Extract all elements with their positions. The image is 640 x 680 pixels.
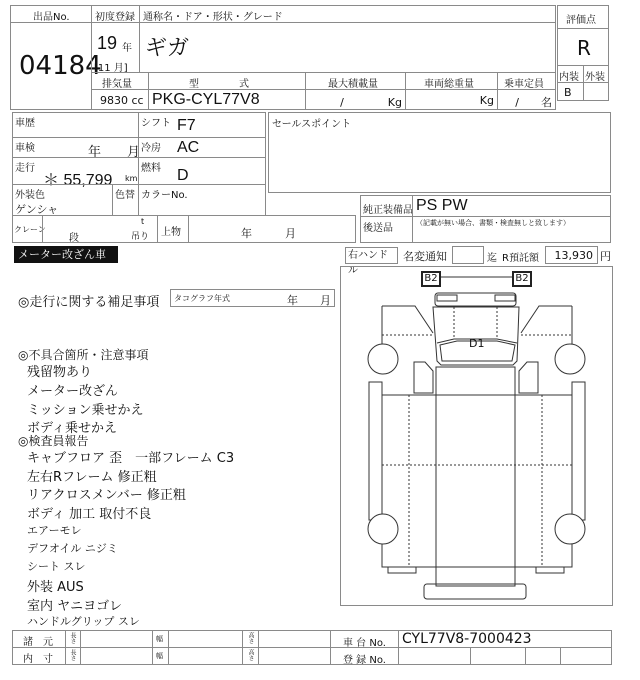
model-name: ギガ xyxy=(145,36,190,61)
length-label-cell xyxy=(65,630,81,648)
tacho-value: 年 月 xyxy=(287,294,331,307)
body-label: 上物 xyxy=(161,227,181,238)
first-reg-label: 初度登録 xyxy=(95,12,135,23)
inspection-cell xyxy=(12,137,139,158)
inner-length-label-cell xyxy=(65,647,81,665)
capacity-label: 乗車定員 xyxy=(504,79,544,90)
later-items-cell xyxy=(412,216,611,243)
displacement-label: 排気量 xyxy=(102,79,132,90)
width-label-cell xyxy=(152,630,169,648)
inspection-value: 年 月 xyxy=(88,145,141,160)
inspector-item: リアクロスメンバー 修正粗 xyxy=(27,488,186,503)
later-items-label: 後送品 xyxy=(363,223,393,234)
color-no-cell xyxy=(138,184,266,216)
gross-weight-cell xyxy=(405,89,498,110)
ac-label: 冷房 xyxy=(141,143,161,154)
inner-label: 内 寸 xyxy=(23,654,53,665)
reg-no-cell xyxy=(560,647,612,665)
color-cell xyxy=(12,184,113,216)
grade-header xyxy=(557,5,609,29)
inspector-heading: ◎検査員報告 xyxy=(18,434,89,448)
width-label: 幅 xyxy=(156,635,163,643)
inspector-item: デフオイル ニジミ xyxy=(27,542,118,555)
exterior-header xyxy=(583,65,609,83)
tacho-label: タコグラフ年式 xyxy=(174,294,230,303)
defect-item: メーター改ざん xyxy=(27,384,119,399)
exterior-grade-cell xyxy=(583,82,609,101)
damage-mark-b2-left: B2 xyxy=(421,271,441,287)
grade-label: 評価点 xyxy=(566,15,596,26)
truck-outline-icon xyxy=(341,267,613,606)
inspector-item: ボディ 加工 取付不良 xyxy=(27,507,152,522)
height-value xyxy=(258,630,331,648)
inspector-item: 左右Rフレーム 修正粗 xyxy=(27,470,157,485)
crane-lift: 吊り xyxy=(131,232,150,242)
mileage: ＊ 55,799 xyxy=(43,172,113,189)
later-items-label-cell xyxy=(360,216,413,243)
grade-box xyxy=(557,28,609,66)
displacement: 9830 cc xyxy=(100,94,144,107)
fuel-label: 燃料 xyxy=(141,163,161,174)
equipment: PS PW xyxy=(416,197,468,214)
model-code-cell xyxy=(148,89,306,110)
displacement-cell xyxy=(91,89,149,110)
rhd-badge: 右ハンドル xyxy=(345,247,398,264)
recycle-label: R預託額 xyxy=(502,253,539,264)
color-no-label: カラーNo. xyxy=(141,190,188,201)
color: ゲンシャ xyxy=(15,203,59,216)
name-label: 通称名・ドア・形状・グレード xyxy=(143,12,283,23)
inner-height-label: 高さ xyxy=(247,649,254,661)
history-cell xyxy=(12,112,139,138)
crane-ton: t xyxy=(141,217,145,226)
displacement-header xyxy=(91,72,149,90)
max-load-header xyxy=(305,72,406,90)
interior-label: 内装 xyxy=(559,72,579,83)
first-reg-month: [11 月] xyxy=(94,63,128,74)
width-value xyxy=(168,630,243,648)
defect-item: ミッション乗せかえ xyxy=(27,403,144,418)
recycle-amount-box xyxy=(545,246,598,264)
defect-item: 残留物あり xyxy=(27,365,93,380)
chassis-no-cell xyxy=(398,630,612,648)
inspector-item: 室内 ヤニヨゴレ xyxy=(27,599,123,614)
height-label: 高さ xyxy=(247,632,254,644)
inspector-item: キャブフロア 歪 一部フレーム C3 xyxy=(27,451,235,466)
inner-width-value xyxy=(168,647,243,665)
inner-length-label: 長さ xyxy=(69,649,76,661)
height-label-cell xyxy=(242,630,259,648)
crane-label: クレーン xyxy=(14,225,46,234)
grade: R xyxy=(577,36,591,60)
sales-point-box xyxy=(268,112,611,193)
exterior-label: 外装 xyxy=(585,72,605,83)
dims-label: 諸 元 xyxy=(23,637,53,648)
driving-notes-heading: ◎走行に関する補足事項 xyxy=(18,295,160,310)
max-load: / Kg xyxy=(340,96,402,109)
tacho-box xyxy=(170,289,335,307)
interior-grade: B xyxy=(564,86,572,99)
capacity: / 名 xyxy=(515,96,552,109)
first-reg-box xyxy=(91,22,140,73)
later-items-note: （記載が無い場合、書類・検査無しと致します） xyxy=(416,219,570,227)
recycle-amount: 13,930 xyxy=(554,249,593,262)
reg-label: 登 録 No. xyxy=(343,655,386,666)
equipment-cell xyxy=(412,195,611,217)
equipment-label-cell xyxy=(360,195,413,217)
first-reg-year: 19 xyxy=(97,33,118,53)
defect-item: ボディ乗せかえ xyxy=(27,421,117,436)
reg-no-cell xyxy=(398,647,471,665)
inner-width-label-cell xyxy=(152,647,169,665)
fuel-cell xyxy=(138,157,266,185)
model-name-box xyxy=(139,22,556,73)
model-code-label: 型 式 xyxy=(189,79,249,90)
color-change-label: 色替 xyxy=(115,190,135,201)
length-label: 長さ xyxy=(69,632,76,644)
inspector-item: エアーモレ xyxy=(27,524,82,537)
ac-cell xyxy=(138,137,266,158)
gross-weight: Kg xyxy=(479,94,494,107)
damage-mark-d1: D1 xyxy=(469,337,485,350)
capacity-cell xyxy=(497,89,556,110)
inner-label-cell xyxy=(12,647,66,665)
yen-label: 円 xyxy=(600,250,611,263)
inner-length-value xyxy=(80,647,153,665)
fuel: D xyxy=(177,167,189,184)
mileage-label: 走行 xyxy=(15,163,35,174)
shift: F7 xyxy=(177,117,196,134)
body-date: 年 月 xyxy=(241,227,296,240)
chassis-no: CYL77V8-7000423 xyxy=(402,631,532,647)
lot-no: 04184 xyxy=(19,51,102,81)
name-change-box xyxy=(452,246,484,264)
first-reg-header xyxy=(91,5,140,23)
inner-height-label-cell xyxy=(242,647,259,665)
inspector-item: シート スレ xyxy=(27,560,86,573)
crane-label-cell xyxy=(12,215,46,243)
ac: AC xyxy=(177,139,200,156)
inspector-item: ハンドルグリップ スレ xyxy=(27,615,140,628)
inspection-label: 車検 xyxy=(15,143,35,154)
inner-height-value xyxy=(258,647,331,665)
reg-no-cell xyxy=(470,647,526,665)
body-label-cell xyxy=(157,215,189,243)
interior-header xyxy=(557,65,584,83)
chassis-label: 車 台 No. xyxy=(343,638,386,649)
inspector-item: 外装 AUS xyxy=(27,580,84,595)
body-date-cell xyxy=(188,215,356,243)
max-load-label: 最大積載量 xyxy=(328,79,378,90)
mileage-unit: km xyxy=(125,174,138,183)
sales-point-label: セールスポイント xyxy=(272,119,352,130)
length-value xyxy=(80,630,153,648)
lot-no-header xyxy=(10,5,92,23)
damage-mark-b2-right: B2 xyxy=(512,271,532,287)
defects-heading: ◎不具合箇所・注意事項 xyxy=(18,348,149,362)
gross-weight-header xyxy=(405,72,498,90)
reg-no-cell xyxy=(525,647,561,665)
max-load-cell xyxy=(305,89,406,110)
name-header xyxy=(139,5,556,23)
capacity-header xyxy=(497,72,556,90)
color-label: 外装色 xyxy=(15,190,45,201)
interior-grade-cell xyxy=(557,82,584,101)
mileage-cell xyxy=(12,157,139,189)
reg-label-cell xyxy=(330,647,399,665)
lot-no-box xyxy=(10,22,102,110)
color-change-cell xyxy=(112,184,139,216)
until-label: 迄 xyxy=(487,253,497,264)
model-code-header xyxy=(148,72,306,90)
gross-weight-label: 車両総重量 xyxy=(424,79,474,90)
lot-no-label: 出品No. xyxy=(33,12,70,23)
vehicle-diagram xyxy=(340,266,613,606)
history-label: 車歴 xyxy=(15,118,35,129)
chassis-label-cell xyxy=(330,630,399,648)
crane-value-cell xyxy=(42,215,158,243)
model-code: PKG-CYL77V8 xyxy=(152,91,260,108)
dims-label-cell xyxy=(12,630,66,648)
shift-cell xyxy=(138,112,266,138)
crane-stage: 段 xyxy=(69,233,79,244)
meter-tampered-badge: メーター改ざん車 xyxy=(14,246,118,263)
name-change-label: 名変通知 xyxy=(403,250,447,263)
year-unit: 年 xyxy=(122,43,132,54)
shift-label: シフト xyxy=(141,118,171,129)
equipment-label: 純正装備品 xyxy=(363,205,413,216)
inner-width-label: 幅 xyxy=(156,652,163,660)
